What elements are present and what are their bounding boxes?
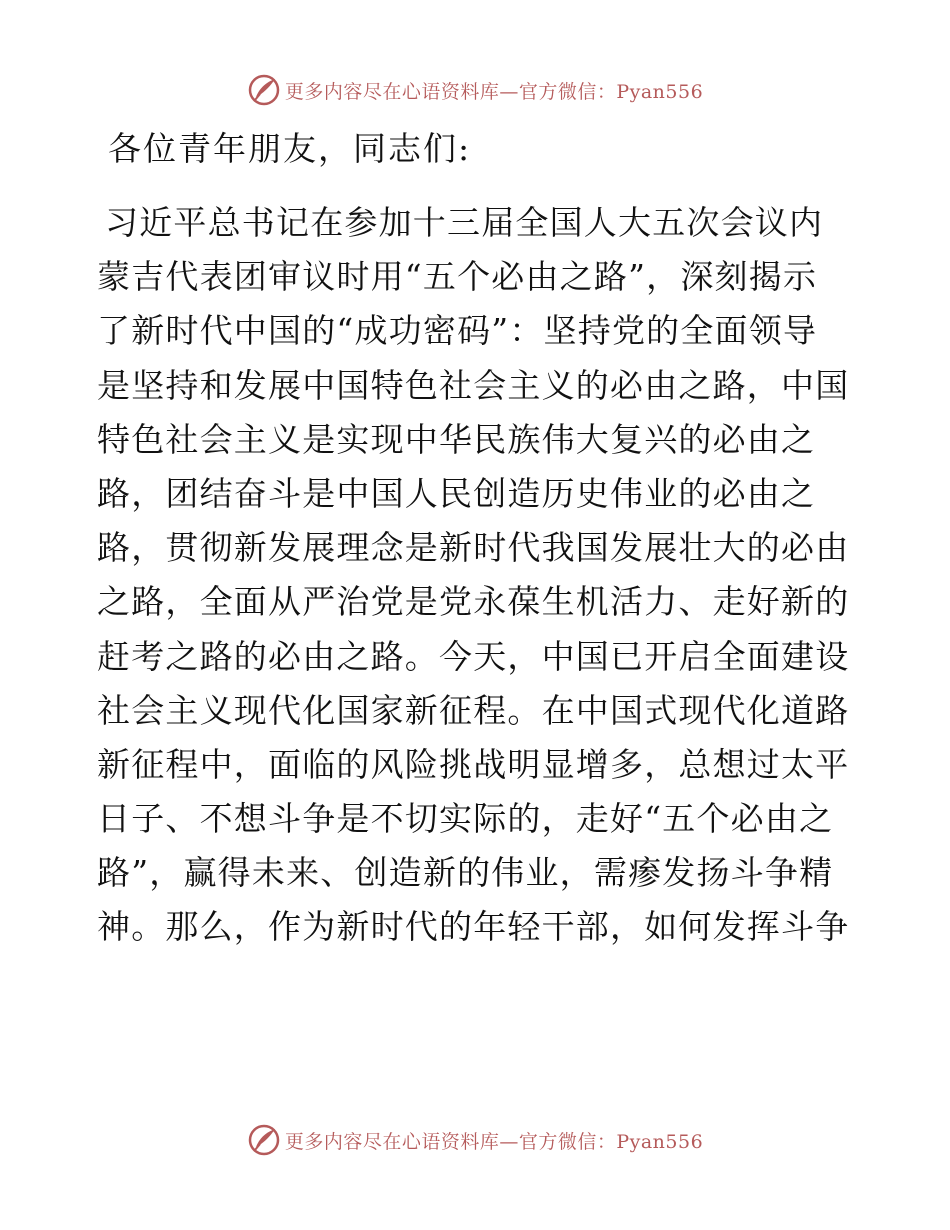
text-line: 神。那么，作为新时代的年轻干部，如何发挥斗争: [97, 907, 850, 947]
document-body: [97, 196, 857, 955]
greeting: 各位青年朋友，同志们:: [108, 129, 472, 168]
text-line: 日子、不想斗争是不切实际的，走好“五个必由之: [97, 799, 834, 839]
text-line: 是坚持和发展中国特色社会主义的必由之路，中国: [97, 365, 850, 405]
feather-pen-logo-icon: [247, 1123, 281, 1157]
watermark-text: 更多内容尽在心语资料库—官方微信：Pyan556: [284, 1130, 704, 1153]
text-line: 特色社会主义是实现中华民族伟大复兴的必由之: [97, 419, 816, 459]
feather-pen-logo-icon: [247, 73, 281, 107]
text-line: 习近平总书记在参加十三届全国人大五次会议内: [105, 203, 824, 242]
text-line: 赶考之路的必由之路。今天，中国已开启全面建设: [97, 636, 850, 676]
text-line: 新征程中，面临的风险挑战明显增多，总想过太平: [97, 744, 850, 784]
header-watermark: [0, 70, 950, 110]
text-line: 路，团结奋斗是中国人民创造历史伟业的必由之: [97, 473, 816, 513]
text-line: 社会主义现代化国家新征程。在中国式现代化道路: [97, 690, 850, 730]
text-line: 之路，全面从严治党是党永葆生机活力、走好新的: [97, 582, 850, 622]
text-line: 了新时代中国的“成功密码”：坚持党的全面领导: [97, 311, 818, 351]
watermark-text: 更多内容尽在心语资料库—官方微信：Pyan556: [284, 80, 704, 103]
text-line: 蒙吉代表团审议时用“五个必由之路”，深刻揭示: [97, 257, 818, 297]
text-line: 路，贯彻新发展理念是新时代我国发展壮大的必由: [97, 528, 850, 568]
footer-watermark: [0, 1120, 950, 1160]
text-line: 路”，赢得未来、创造新的伟业，需瘆发扬斗争精: [97, 853, 834, 893]
